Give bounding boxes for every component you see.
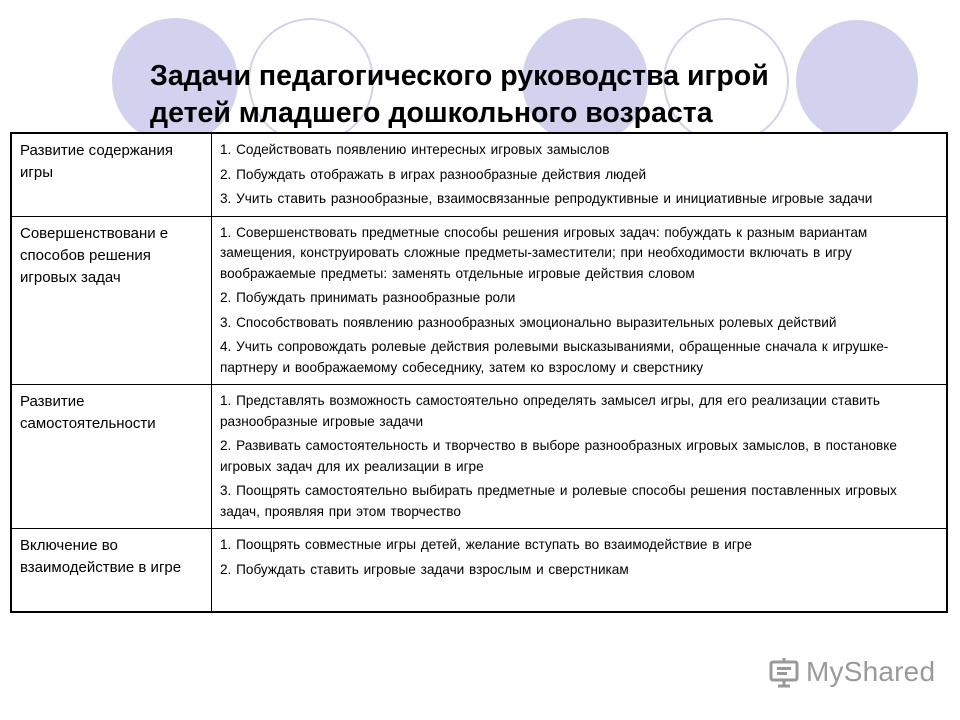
- table-row: [11, 529, 947, 613]
- tasks-cell: [212, 529, 948, 613]
- task-item: 2. Развивать самостоятельность и творчество в выборе разнообразных игровых замыслов, в постановке игровых задач для их реализации в игре: [220, 438, 897, 474]
- slide-title: [150, 58, 890, 132]
- watermark-text: MyShared: [806, 656, 936, 687]
- task-item: 1. Содействовать появлению интересных игровых замыслов: [220, 142, 610, 157]
- slide-title-line-2: детей младшего дошкольного возраста: [150, 97, 713, 129]
- category-cell: Совершенствовани е способов решения игровых задач: [11, 216, 212, 385]
- slide-title-line-1: Задачи педагогического руководства игрой: [150, 60, 769, 92]
- task-item: 2. Побуждать ставить игровые задачи взрослым и сверстникам: [220, 561, 629, 577]
- task-item: 1. Поощрять совместные игры детей, желание вступать во взаимодействие в игре: [220, 537, 752, 552]
- task-item: 1. Представлять возможность самостоятельно определять замысел игры, для его реализации ставить разнообразные игровые задачи: [220, 393, 880, 429]
- task-item: 3. Учить ставить разнообразные, взаимосвязанные репродуктивные и инициативные игровые задачи: [220, 191, 873, 206]
- task-item: 1. Совершенствовать предметные способы решения игровых задач: побуждать к разным вариантам замещения, конструировать сложные предметы-заместители; при необходимости включать в игру воображаемые предметы: заменять отдельные игровые действия словом: [220, 224, 868, 281]
- category-cell: Развитие самостоятельности: [11, 385, 212, 529]
- table-row: [11, 216, 947, 385]
- table-row: [11, 133, 947, 216]
- task-item: 4. Учить сопровождать ролевые действия ролевыми высказываниями, обращенные сначала к игрушке-партнеру и воображаемому собеседнику, затем ко взрослому и сверстнику: [220, 339, 889, 375]
- tasks-cell: [212, 385, 948, 529]
- tasks-cell: [212, 216, 948, 385]
- presentation-board-icon: [768, 656, 800, 688]
- task-item: 3. Способствовать появлению разнообразных эмоционально выразительных ролевых действий: [220, 314, 837, 330]
- task-item: 3. Поощрять самостоятельно выбирать предметные и ролевые способы решения поставленных игровых задач, проявляя при этом творчество: [220, 483, 897, 519]
- category-cell: Включение во взаимодействие в игре: [11, 529, 212, 613]
- task-item: 2. Побуждать отображать в играх разнообразные действия людей: [220, 166, 647, 182]
- tasks-table: [10, 132, 948, 613]
- tasks-cell: [212, 133, 948, 216]
- category-cell: Развитие содержания игры: [11, 133, 212, 216]
- task-item: 2. Побуждать принимать разнообразные роли: [220, 290, 516, 305]
- watermark: [768, 652, 935, 692]
- table-row: [11, 385, 947, 529]
